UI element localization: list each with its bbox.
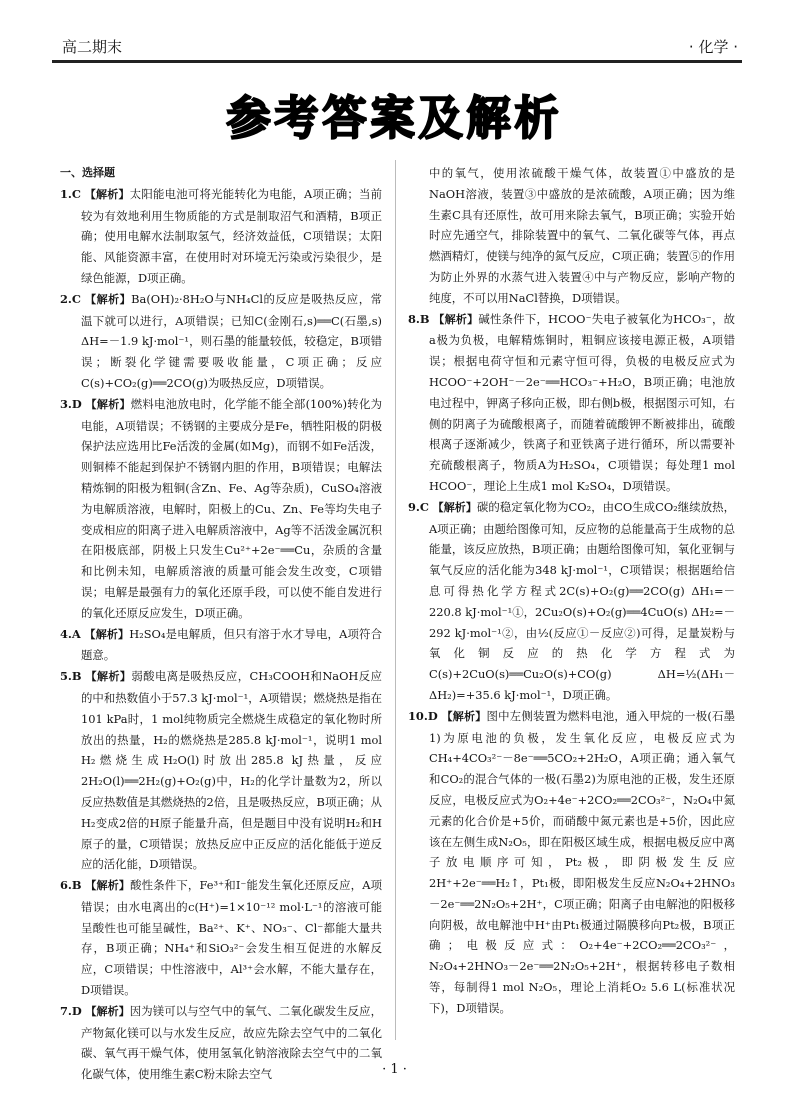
answer-number: 2.C (60, 291, 81, 306)
answer-item (60, 184, 382, 289)
answer-item (408, 706, 735, 1019)
analysis-tag: 【解析】 (441, 709, 487, 723)
header-grade-label: 高二期末 (62, 38, 123, 56)
answer-text: 碳的稳定氧化物为CO₂，由CO生成CO₂继续放热，A项正确；由题给图像可知，反应物的总能量高于生成物的总能量，该反应放热，B项正确；由题给图像可知，氧化亚铜与氧气反应的活化能为348 kJ·mol⁻¹，C项错误；根据题给信息可得热化学方程式2C(s)+O₂(g)══2CO(g) ΔH₁=－220.8 kJ·mol⁻¹①，2Cu₂O(s)+O₂(g)══4CuO(s) ΔH₂=－292 kJ·mol⁻¹②，由½(反应①－反应②)可得，足量炭粉与氧化铜反应的热化学方程式为C(s)+2CuO(s)══Cu₂O(s)+CO(g) ΔH=½(ΔH₁－ΔH₂)=+35.6 kJ·mol⁻¹，D项正确。 (429, 499, 736, 702)
answer-text: 碱性条件下，HCOO⁻失电子被氧化为HCO₃⁻，故a极为负极，电解精炼铜时，粗铜应该接电源正极，A项错误；根据电荷守恒和元素守恒可得，负极的电极反应式为HCOO⁻+2OH⁻－2e⁻══HCO₃⁻+H₂O，B项正确；电池放电过程中，钾离子移向正极，即右侧b极，根据图示可知，右侧的阴离子为硫酸根离子，而随着硫酸钾不断被排出，硫酸根离子逐渐减少，铁离子和亚铁离子进行循环，所以需要补充硫酸根离子，物质A为H₂SO₄，C项错误；每处理1 mol HCOO⁻，理论上生成1 mol K₂SO₄，D项错误。 (429, 311, 736, 493)
answer-number: 10.D (408, 708, 438, 723)
answer-text: 因为镁可以与空气中的氧气、二氧化碳发生反应，产物氮化镁可以与水发生反应，故应先除去空气中的二氧化碳、氧气再干燥气体，使用氢氧化钠溶液除去空气中的二氧化碳气体，使用维生素C粉末除去空气 (81, 1003, 382, 1082)
answer-number: 1.C (60, 186, 81, 201)
answer-text: 酸性条件下，Fe³⁺和I⁻能发生氧化还原反应，A项错误；由水电离出的c(H⁺)=1×10⁻¹² mol·L⁻¹的溶液可能呈酸性也可能呈碱性，Ba²⁺、K⁺、NO₃⁻、Cl⁻都能大量共存，B项正确；NH₄⁺和SiO₃²⁻会发生相互促进的水解反应，C项错误；中性溶液中，Al³⁺会水解，不能大量存在，D项错误。 (81, 878, 383, 998)
answer-continuation: 中的氧气，使用浓硫酸干燥气体，故装置①中盛放的是NaOH溶液，装置③中盛放的是浓硫酸，A项正确；因为维生素C具有还原性，故可用来除去氧气，B项正确；实验开始时应先通空气，排除装置中的氧气、二氧化碳等气体，再点燃酒精灯，使镁与纯净的氮气反应，C项正确；装置⑤的作用为防止外界的水蒸气进入装置④中与产物反应，影响产物的纯度，不可以用NaCl替换，D项错误。 (429, 166, 735, 305)
page-title: 参考答案及解析 (226, 91, 563, 146)
answer-item (408, 309, 735, 497)
answer-text: 太阳能电池可将光能转化为电能，A项正确；当前较为有效地利用生物质能的方式是制取沼气和酒精，B项正确；使用电解水法制取氢气，经济效益低，C项错误；太阳能、风能资源丰富，在使用时对环境无污染或污染很少，是绿色能源，D项正确。 (81, 186, 383, 285)
answer-number: 3.D (60, 396, 82, 411)
page-header (52, 34, 742, 56)
answer-item (60, 875, 382, 1001)
left-column (60, 163, 382, 1085)
analysis-tag: 【解析】 (85, 397, 131, 411)
answer-number: 9.C (408, 499, 429, 514)
answer-text: 图中左侧装置为燃料电池，通入甲烷的一极(石墨1)为原电池的负极，发生氧化反应，电极反应式为CH₄+4CO₃²⁻－8e⁻══5CO₂+2H₂O，A项正确；通入氧气和CO₂的混合气体的一极(石墨2)为原电池的正极，发生还原反应，电极反应式为O₂+4e⁻+2CO₂══2CO₃²⁻，N₂O₄中氮元素的化合价是+5价，而硝酸中氮元素也是+5价，因此应该在左侧生成N₂O₅，即在阳极区域生成，根据电极反应中离子放电顺序可知，Pt₂极，即阴极发生反应2H⁺+2e⁻══H₂↑，Pt₁极，即阳极发生反应N₂O₄+2HNO₃－2e⁻══2N₂O₅+2H⁺，C项正确；阳离子由电解池的阳极移向阴极，故电解池中H⁺由Pt₁极通过隔膜移向Pt₂极，B项正确；电极反应式：O₂+4e⁻+2CO₂══2CO₃²⁻，N₂O₄+2HNO₃－2e⁻══2N₂O₅+2H⁺，根据转移电子数相等，每制得1 mol N₂O₅，理论上消耗O₂ 5.6 L(标准状况下)，D项错误。 (429, 708, 736, 1015)
answer-text: 弱酸电离是吸热反应，CH₃COOH和NaOH反应的中和热数值小于57.3 kJ·mol⁻¹，A项错误；燃烧热是指在101 kPa时，1 mol纯物质完全燃烧生成稳定的氧化物时所放出的热量，H₂的燃烧热是285.8 kJ·mol⁻¹，说明1 mol H₂燃烧生成H₂O(l)时放出285.8 kJ热量，反应2H₂O(l)══2H₂(g)+O₂(g)中，H₂的化学计量数为2，所以反应热数值是其燃烧热的2倍，且是吸热反应，B项正确；从H₂变成2倍的H原子能量升高，但是题目中没有说明H₂和H原子的量，C项错误；放热反应中正反应的活化能低于逆反应的活化能，D项错误。 (81, 669, 383, 872)
answer-text: 燃料电池放电时，化学能不能全部(100%)转化为电能，A项错误；不锈钢的主要成分是Fe，牺牲阳极的阴极保护法应选用比Fe活泼的金属(如Mg)，而钢不如Fe活泼，则铜棒不能起到保护不锈钢内胆的作用，B项错误；电解法精炼铜的阳极为粗铜(含Zn、Fe、Ag等杂质)，CuSO₄溶液为电解质溶液，电解时，阳极上的Cu、Zn、Fe等均失电子变成相应的阳离子进入电解质溶液中，Ag等不活泼金属沉积在阳极底部，阴极上只发生Cu²⁺+2e⁻══Cu，杂质的含量和比例未知，电解质溶液的质量可能会发生改变，C项错误；电解是最强有力的氧化还原手段，可以使不能自发进行的氧化还原反应发生，D项正确。 (81, 396, 382, 620)
answer-text: H₂SO₄是电解质，但只有溶于水才导电，A项符合题意。 (81, 626, 383, 663)
answer-item (60, 289, 382, 394)
analysis-tag: 【解析】 (85, 670, 132, 684)
header-rule (52, 60, 742, 63)
answer-item (60, 394, 382, 624)
analysis-tag: 【解析】 (85, 1004, 130, 1018)
answer-number: 6.B (60, 878, 82, 893)
answer-item (60, 666, 382, 875)
answer-item (60, 624, 382, 667)
analysis-tag: 【解析】 (85, 292, 132, 306)
answer-text: Ba(OH)₂·8H₂O与NH₄Cl的反应是吸热反应，常温下就可以进行，A项错误；已知C(金刚石,s)══C(石墨,s) ΔH=－1.9 kJ·mol⁻¹，则石墨的能量较低，较稳定，B项错误；断裂化学键需要吸收能量，C项正确；反应C(s)+CO₂(g)══2CO(g)为吸热反应，D项错误。 (81, 291, 383, 390)
analysis-tag: 【解析】 (432, 500, 477, 514)
page-number: · 1 · (382, 1062, 407, 1077)
answer-number: 5.B (60, 669, 82, 684)
analysis-tag: 【解析】 (84, 627, 130, 641)
analysis-tag: 【解析】 (84, 187, 130, 201)
analysis-tag: 【解析】 (85, 879, 131, 893)
answer-number: 8.B (408, 311, 430, 326)
header-subject-label: · 化学 · (688, 38, 738, 56)
answer-item (408, 497, 735, 706)
section-heading: 一、选择题 (60, 166, 115, 179)
analysis-tag: 【解析】 (433, 312, 479, 326)
answer-number: 7.D (60, 1003, 82, 1018)
column-divider (395, 160, 396, 1040)
right-column (408, 163, 735, 1019)
answer-number: 4.A (60, 626, 81, 641)
